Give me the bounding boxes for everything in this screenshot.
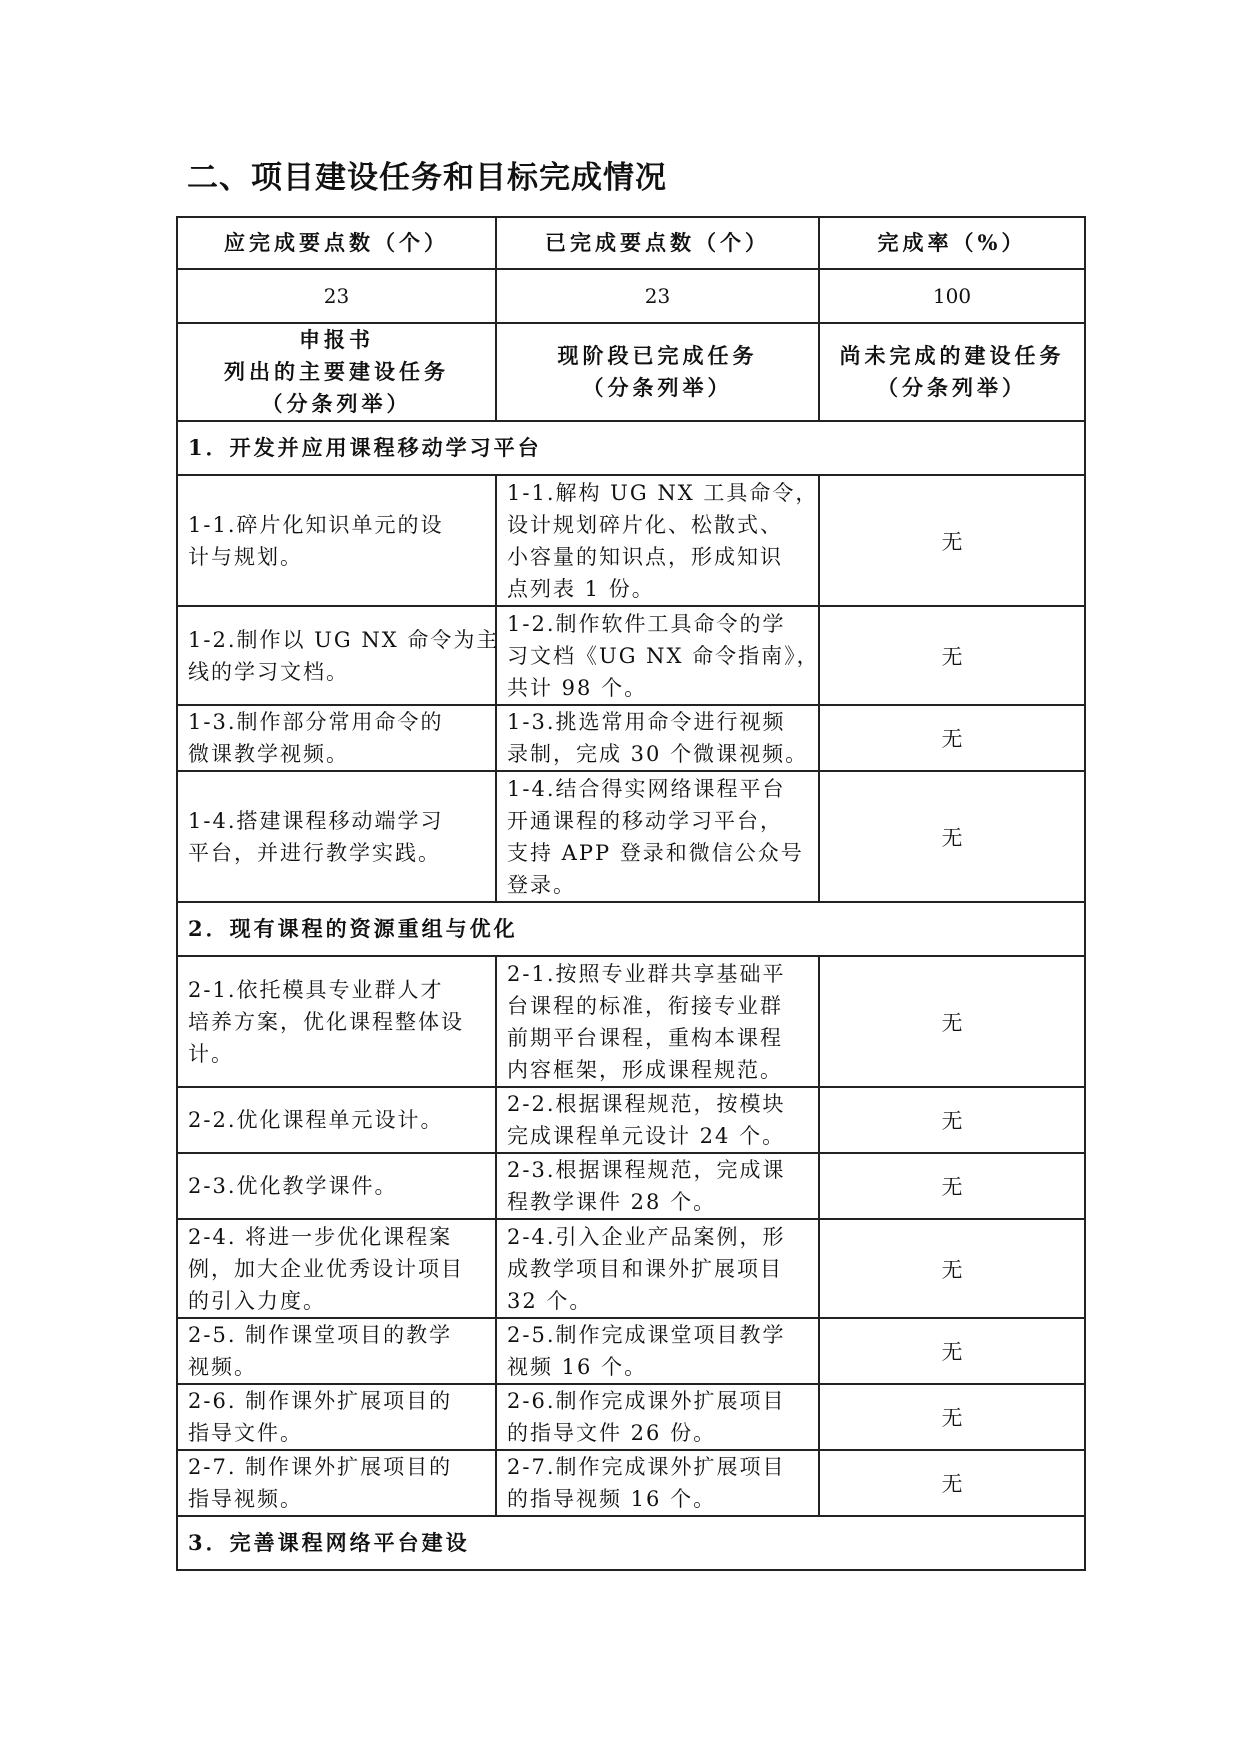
planned-task-cell [177,475,496,606]
header-line: 现阶段已完成任务 [557,343,758,368]
completed-task-line: 1-1.解构 UG NX 工具命令， [507,480,819,505]
header-planned-tasks [177,323,496,421]
planned-task-line: 线的学习文档。 [188,659,349,684]
value-completion-rate: 100 [819,269,1085,323]
completed-task-line: 2-2.根据课程规范，按模块 [507,1092,786,1116]
completed-task-line: 录制，完成 30 个微课视频。 [507,742,809,766]
planned-task-cell [177,1153,496,1219]
completed-task-line: 的指导视频 16 个。 [507,1487,717,1511]
planned-task-line: 培养方案，优化课程整体设 [188,1009,464,1034]
completed-task-line: 支持 APP 登录和微信公众号 [507,840,804,865]
task-row [177,475,1085,606]
summary-value-row [177,269,1085,323]
completed-task-line: 2-5.制作完成课堂项目教学 [507,1323,786,1347]
task-completion-table [176,216,1086,1571]
task-row [177,705,1085,771]
completed-task-line: 程教学课件 28 个。 [507,1190,717,1214]
completed-task-line: 点列表 1 份。 [507,576,655,601]
remaining-task-cell: 无 [819,1318,1085,1384]
completed-task-line: 登录。 [507,872,576,897]
completed-task-line: 台课程的标准，衔接专业群 [507,993,783,1018]
planned-task-line: 例，加大企业优秀设计项目 [188,1256,464,1281]
completed-task-line: 开通课程的移动学习平台， [507,808,783,833]
remaining-task-cell: 无 [819,771,1085,902]
planned-task-line: 2-7. 制作课外扩展项目的 [188,1455,453,1479]
completed-task-line: 设计规划碎片化、松散式、 [507,512,783,537]
planned-task-line: 2-5. 制作课堂项目的教学 [188,1323,453,1347]
completed-task-line: 共计 98 个。 [507,675,648,700]
remaining-task-cell: 无 [819,1384,1085,1450]
planned-task-line: 微课教学视频。 [188,742,349,766]
planned-task-line: 指导文件。 [188,1421,303,1445]
completed-task-line: 32 个。 [507,1288,593,1313]
planned-task-line: 1-2.制作以 UG NX 命令为主 [188,627,500,652]
completed-task-cell [496,1219,819,1318]
page-title: 二、项目建设任务和目标完成情况 [187,160,667,196]
remaining-task-cell: 无 [819,1219,1085,1318]
header-remaining-tasks [819,323,1085,421]
task-row [177,1219,1085,1318]
remaining-task-cell: 无 [819,1153,1085,1219]
completed-task-cell [496,1087,819,1153]
task-row [177,606,1085,705]
completed-task-line: 成教学项目和课外扩展项目 [507,1256,783,1281]
planned-task-cell [177,1450,496,1516]
completed-task-line: 视频 16 个。 [507,1355,648,1379]
completed-task-cell [496,1384,819,1450]
value-required-points: 23 [177,269,496,323]
header-line: 列出的主要建设任务 [224,359,449,384]
completed-task-cell [496,1450,819,1516]
completed-task-line: 内容框架，形成课程规范。 [507,1057,783,1082]
header-line: 申报书 [299,327,374,352]
planned-task-line: 指导视频。 [188,1487,303,1511]
planned-task-line: 视频。 [188,1355,257,1379]
section-title: 3．完善课程网络平台建设 [177,1516,1085,1570]
header-completed-points: 已完成要点数（个） [496,217,819,269]
task-row [177,771,1085,902]
completed-task-cell [496,475,819,606]
planned-task-line: 计。 [188,1041,234,1066]
planned-task-line: 2-6. 制作课外扩展项目的 [188,1389,453,1413]
remaining-task-cell: 无 [819,1450,1085,1516]
value-completed-points: 23 [496,269,819,323]
planned-task-line: 1-3.制作部分常用命令的 [188,710,444,734]
planned-task-line: 计与规划。 [188,544,303,569]
remaining-task-cell: 无 [819,956,1085,1087]
planned-task-cell [177,606,500,705]
header-line: 尚未完成的建设任务 [839,343,1065,368]
completed-task-line: 2-6.制作完成课外扩展项目 [507,1389,786,1413]
completed-task-cell [496,956,819,1087]
header-completed-tasks [496,323,819,421]
completed-task-line: 2-7.制作完成课外扩展项目 [507,1455,786,1479]
header-completion-rate: 完成率（%） [819,217,1085,269]
completed-task-cell [496,1153,819,1219]
section-row [177,421,1085,475]
header-line: （分条列举） [582,375,733,400]
section-row [177,1516,1085,1570]
planned-task-cell [177,1384,496,1450]
section-title: 2．现有课程的资源重组与优化 [177,902,1085,956]
planned-task-line: 的引入力度。 [188,1288,326,1313]
completed-task-line: 小容量的知识点，形成知识 [507,544,783,569]
header-required-points: 应完成要点数（个） [177,217,496,269]
task-row [177,956,1085,1087]
planned-task-cell [177,956,496,1087]
completed-task-cell [496,606,819,705]
task-row [177,1384,1085,1450]
planned-task-line: 1-1.碎片化知识单元的设 [188,512,444,537]
completed-task-line: 2-4.引入企业产品案例，形 [507,1224,786,1249]
section-title: 1．开发并应用课程移动学习平台 [177,421,1085,475]
remaining-task-cell: 无 [819,1087,1085,1153]
planned-task-line: 2-1.依托模具专业群人才 [188,977,444,1002]
planned-task-cell [177,1318,496,1384]
header-line: （分条列举） [877,375,1027,400]
planned-task-line: 2-3.优化教学课件。 [188,1174,398,1198]
task-row [177,1087,1085,1153]
completed-task-cell [496,1318,819,1384]
remaining-task-cell: 无 [819,606,1085,705]
planned-task-line: 平台，并进行教学实践。 [188,840,441,865]
completed-task-line: 习文档《UG NX 命令指南》， [507,643,820,668]
remaining-task-cell: 无 [819,475,1085,606]
planned-task-line: 2-2.优化课程单元设计。 [188,1108,444,1132]
header-line: （分条列举） [261,391,412,416]
section-row [177,902,1085,956]
planned-task-line: 1-4.搭建课程移动端学习 [188,808,444,833]
task-row [177,1450,1085,1516]
planned-task-cell [177,771,496,902]
completed-task-line: 2-3.根据课程规范，完成课 [507,1158,786,1182]
completed-task-cell [496,705,819,771]
summary-header-row [177,217,1085,269]
planned-task-cell [177,1219,496,1318]
completed-task-cell [496,771,819,902]
planned-task-line: 2-4. 将进一步优化课程案 [188,1224,453,1249]
task-row [177,1318,1085,1384]
task-header-row [177,323,1085,421]
planned-task-cell [177,705,496,771]
completed-task-line: 前期平台课程，重构本课程 [507,1025,783,1050]
completed-task-line: 1-3.挑选常用命令进行视频 [507,710,786,734]
remaining-task-cell: 无 [819,705,1085,771]
completed-task-line: 的指导文件 26 份。 [507,1421,717,1445]
completed-task-line: 2-1.按照专业群共享基础平 [507,961,786,986]
completed-task-line: 1-4.结合得实网络课程平台 [507,776,786,801]
completed-task-line: 完成课程单元设计 24 个。 [507,1124,786,1148]
task-row [177,1153,1085,1219]
planned-task-cell [177,1087,496,1153]
completed-task-line: 1-2.制作软件工具命令的学 [507,611,786,636]
